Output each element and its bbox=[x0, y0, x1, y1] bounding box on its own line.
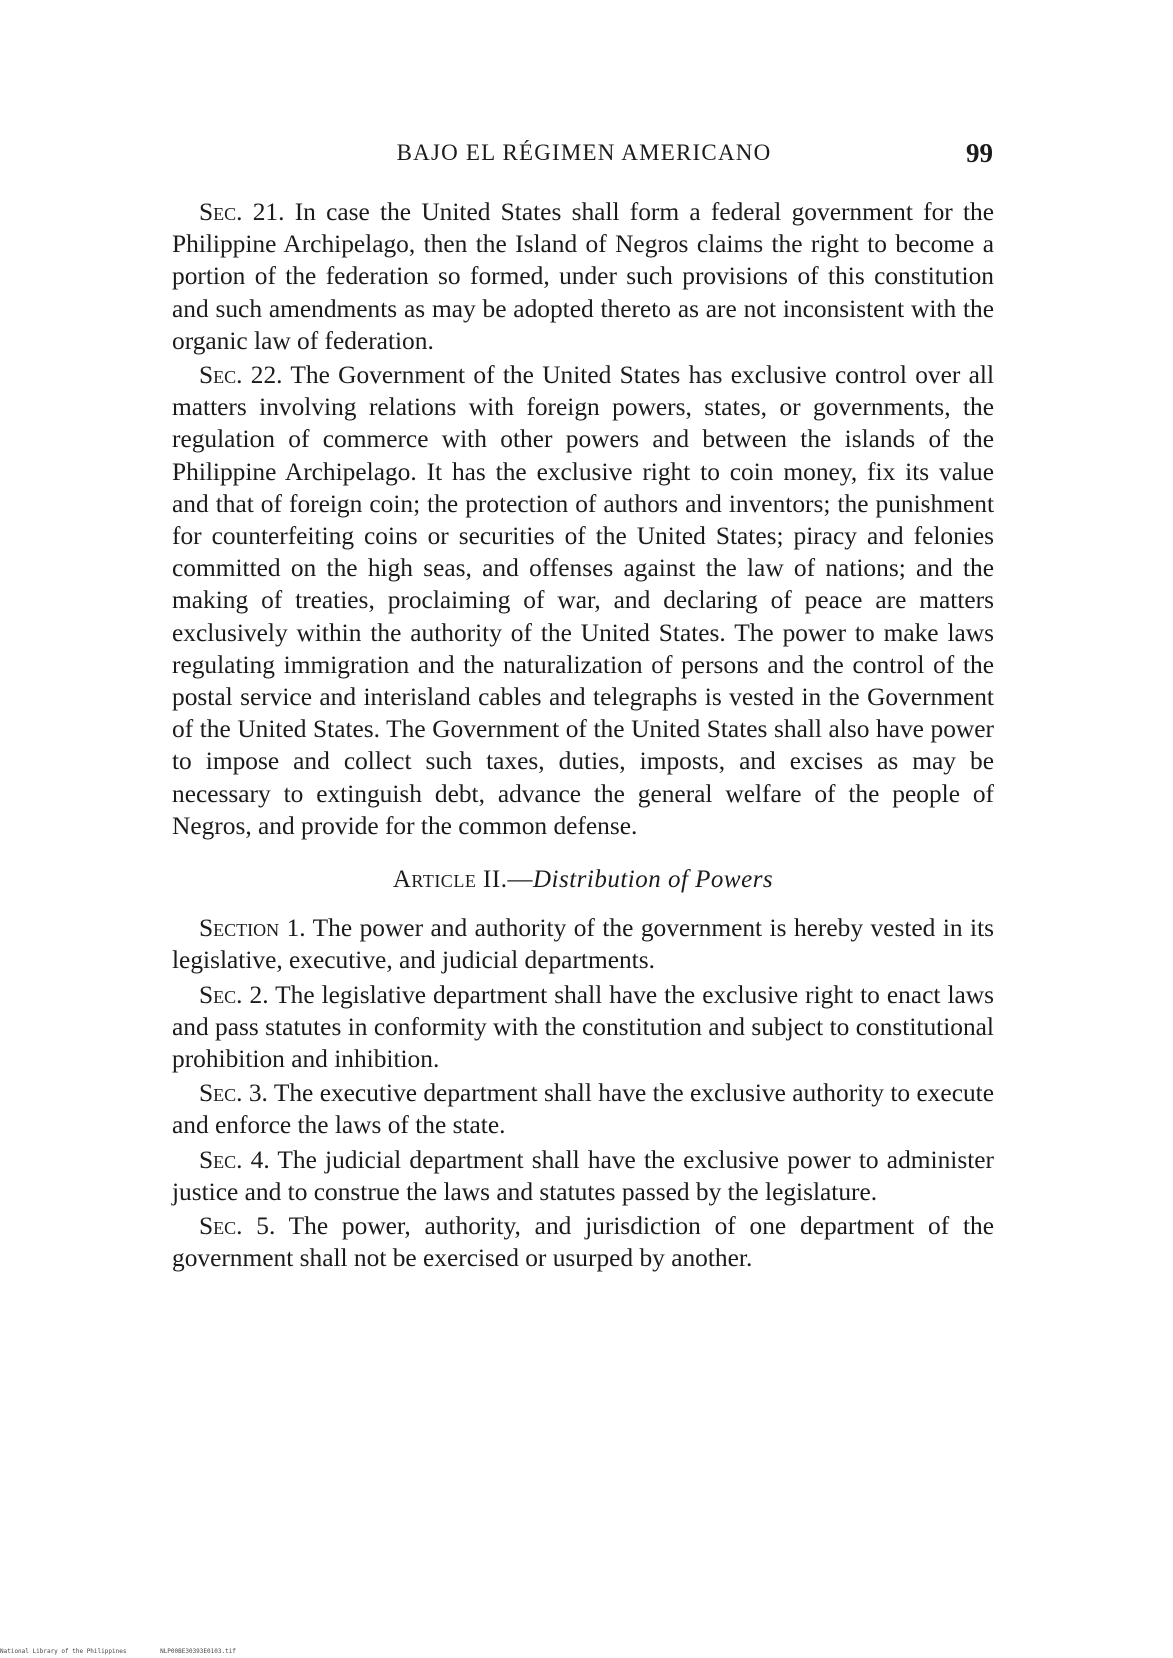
scan-footer bbox=[0, 1648, 266, 1655]
article-separator: — bbox=[507, 866, 533, 894]
section-label: Sec. 5. bbox=[199, 1212, 276, 1241]
article-title: Distribution of Powers bbox=[532, 866, 774, 894]
section-text: The Government of the United States has exclusive control over all matters involving relations with foreign powers, states, or governments, the regulation of commerce with other powers and between the islands of the Philippine Archipelago. It has the exclusive right to coin money, fix its value and that of foreign coin; the protection of authors and inventors; the punishment for counterfeiting coins or securities of the United States; piracy and felonies committed on the high seas, and offenses against the law of nations; and the making of treaties, proclaiming of war, and declaring of peace are matters exclusively within the authority of the United States. The power to make laws regulating immigration and the naturalization of persons and the control of the postal service and interisland cables and telegraphs is vested in the Government of the United States. The Government of the United States shall also have power to impose and collect such taxes, duties, imposts, and excises as may be necessary to extinguish debt, advance the general welfare of the people of Negros, and provide for the common defense. bbox=[172, 361, 995, 840]
article-label: Article II. bbox=[392, 866, 508, 894]
section-text: The legislative department shall have the exclusive right to enact laws and pass statutes in conformity with the constitution and subject to constitutional prohibition and inhibition. bbox=[172, 980, 994, 1074]
article-heading bbox=[172, 864, 994, 896]
section-paragraph bbox=[172, 1077, 994, 1141]
section-paragraph bbox=[172, 1210, 994, 1274]
section-label: Sec. 4. bbox=[199, 1145, 270, 1174]
section-paragraph bbox=[172, 979, 994, 1076]
running-head bbox=[175, 138, 993, 178]
section-paragraph bbox=[172, 359, 994, 842]
footer-library: National Library of the Philippines bbox=[0, 1648, 127, 1655]
section-paragraph bbox=[172, 1144, 994, 1208]
section-label: Sec. 22. bbox=[199, 361, 283, 390]
section-text: The power and authority of the government is hereby vested in its legislative, executive, and judicial departments. bbox=[172, 914, 995, 975]
section-label: Section 1. bbox=[199, 914, 306, 943]
section-paragraph bbox=[172, 196, 994, 357]
page-number: 99 bbox=[966, 138, 993, 168]
section-label: Sec. 21. bbox=[199, 198, 285, 226]
section-text: In case the United States shall form a federal government for the Philippine Archipelago, then the Island of Negros claims the right to become a portion of the federation so formed, under such provisions of this constitution and such amendments as may be adopted thereto as are not inconsistent with the organic law of federation. bbox=[172, 198, 994, 355]
section-text: The executive department shall have the exclusive authority to execute and enforce the laws of the state. bbox=[172, 1079, 994, 1140]
section-label: Sec. 3. bbox=[199, 1079, 268, 1108]
body-text bbox=[172, 196, 994, 1277]
footer-file-id: NLP00BE30393E0103.tif bbox=[160, 1648, 236, 1655]
section-paragraph bbox=[172, 912, 994, 976]
section-label: Sec. 2. bbox=[199, 980, 269, 1009]
running-title: BAJO EL RÉGIMEN AMERICANO bbox=[396, 140, 772, 165]
section-text: The judicial department shall have the exclusive power to administer justice and to construe the laws and statutes passed by the legislature. bbox=[172, 1145, 994, 1206]
section-text: The power, authority, and jurisdiction of one department of the government shall not be exercised or usurped by another. bbox=[172, 1212, 994, 1273]
